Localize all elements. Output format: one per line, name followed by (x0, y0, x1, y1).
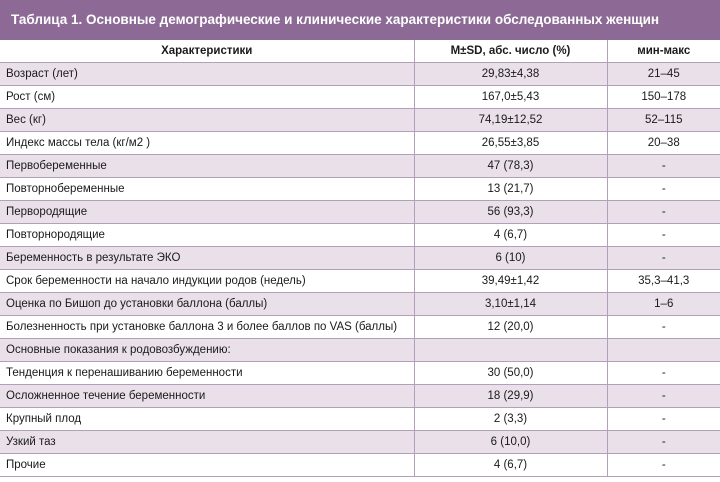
table-caption: Таблица 1. Основные демографические и клинические характеристики обследованных женщин (0, 0, 720, 40)
row-value: 56 (93,3) (414, 200, 607, 223)
row-value: 167,0±5,43 (414, 85, 607, 108)
table-row (0, 361, 720, 384)
table-row (0, 200, 720, 223)
row-label: Рост (см) (0, 85, 414, 108)
row-range: - (607, 453, 720, 476)
row-value: 18 (29,9) (414, 384, 607, 407)
characteristics-table (0, 40, 720, 477)
row-label: Возраст (лет) (0, 62, 414, 85)
row-range: - (607, 384, 720, 407)
row-range: 150–178 (607, 85, 720, 108)
row-range: - (607, 177, 720, 200)
row-label: Осложненное течение беременности (0, 384, 414, 407)
row-label: Индекс массы тела (кг/м2 ) (0, 131, 414, 154)
table-row (0, 131, 720, 154)
row-label: Крупный плод (0, 407, 414, 430)
table-body (0, 62, 720, 476)
row-range: - (607, 430, 720, 453)
row-label: Вес (кг) (0, 108, 414, 131)
row-label: Основные показания к родовозбуждению: (0, 338, 414, 361)
row-range (607, 338, 720, 361)
table-row (0, 430, 720, 453)
row-value (414, 338, 607, 361)
row-value: 13 (21,7) (414, 177, 607, 200)
row-label: Прочие (0, 453, 414, 476)
table-row (0, 407, 720, 430)
table-row (0, 85, 720, 108)
row-range: 52–115 (607, 108, 720, 131)
table-row (0, 338, 720, 361)
row-value: 2 (3,3) (414, 407, 607, 430)
row-value: 4 (6,7) (414, 453, 607, 476)
row-value: 29,83±4,38 (414, 62, 607, 85)
table-row (0, 154, 720, 177)
table-row (0, 384, 720, 407)
row-label: Тенденция к перенашиванию беременности (0, 361, 414, 384)
row-label: Повторнородящие (0, 223, 414, 246)
row-value: 30 (50,0) (414, 361, 607, 384)
row-value: 6 (10) (414, 246, 607, 269)
header-stats: M±SD, абс. число (%) (414, 40, 607, 62)
row-range: - (607, 246, 720, 269)
row-label: Болезненность при установке баллона 3 и более баллов по VAS (баллы) (0, 315, 414, 338)
header-characteristic: Характеристики (0, 40, 414, 62)
row-value: 6 (10,0) (414, 430, 607, 453)
table-row (0, 292, 720, 315)
row-value: 47 (78,3) (414, 154, 607, 177)
row-range: - (607, 407, 720, 430)
table-row (0, 62, 720, 85)
row-range: 1–6 (607, 292, 720, 315)
row-range: - (607, 315, 720, 338)
header-range: мин-макс (607, 40, 720, 62)
table-row (0, 246, 720, 269)
row-value: 39,49±1,42 (414, 269, 607, 292)
row-label: Повторнобеременные (0, 177, 414, 200)
row-value: 4 (6,7) (414, 223, 607, 246)
row-value: 74,19±12,52 (414, 108, 607, 131)
row-label: Первородящие (0, 200, 414, 223)
row-range: 20–38 (607, 131, 720, 154)
table-row (0, 108, 720, 131)
row-value: 3,10±1,14 (414, 292, 607, 315)
row-range: 35,3–41,3 (607, 269, 720, 292)
row-label: Срок беременности на начало индукции родов (недель) (0, 269, 414, 292)
table-row (0, 177, 720, 200)
row-value: 12 (20,0) (414, 315, 607, 338)
row-label: Узкий таз (0, 430, 414, 453)
header-row (0, 40, 720, 62)
row-value: 26,55±3,85 (414, 131, 607, 154)
row-label: Оценка по Бишоп до установки баллона (баллы) (0, 292, 414, 315)
table-row (0, 223, 720, 246)
table-row (0, 269, 720, 292)
row-range: - (607, 361, 720, 384)
row-range: - (607, 223, 720, 246)
table-row (0, 453, 720, 476)
row-label: Первобеременные (0, 154, 414, 177)
row-range: - (607, 154, 720, 177)
table-row (0, 315, 720, 338)
row-range: 21–45 (607, 62, 720, 85)
row-label: Беременность в результате ЭКО (0, 246, 414, 269)
row-range: - (607, 200, 720, 223)
